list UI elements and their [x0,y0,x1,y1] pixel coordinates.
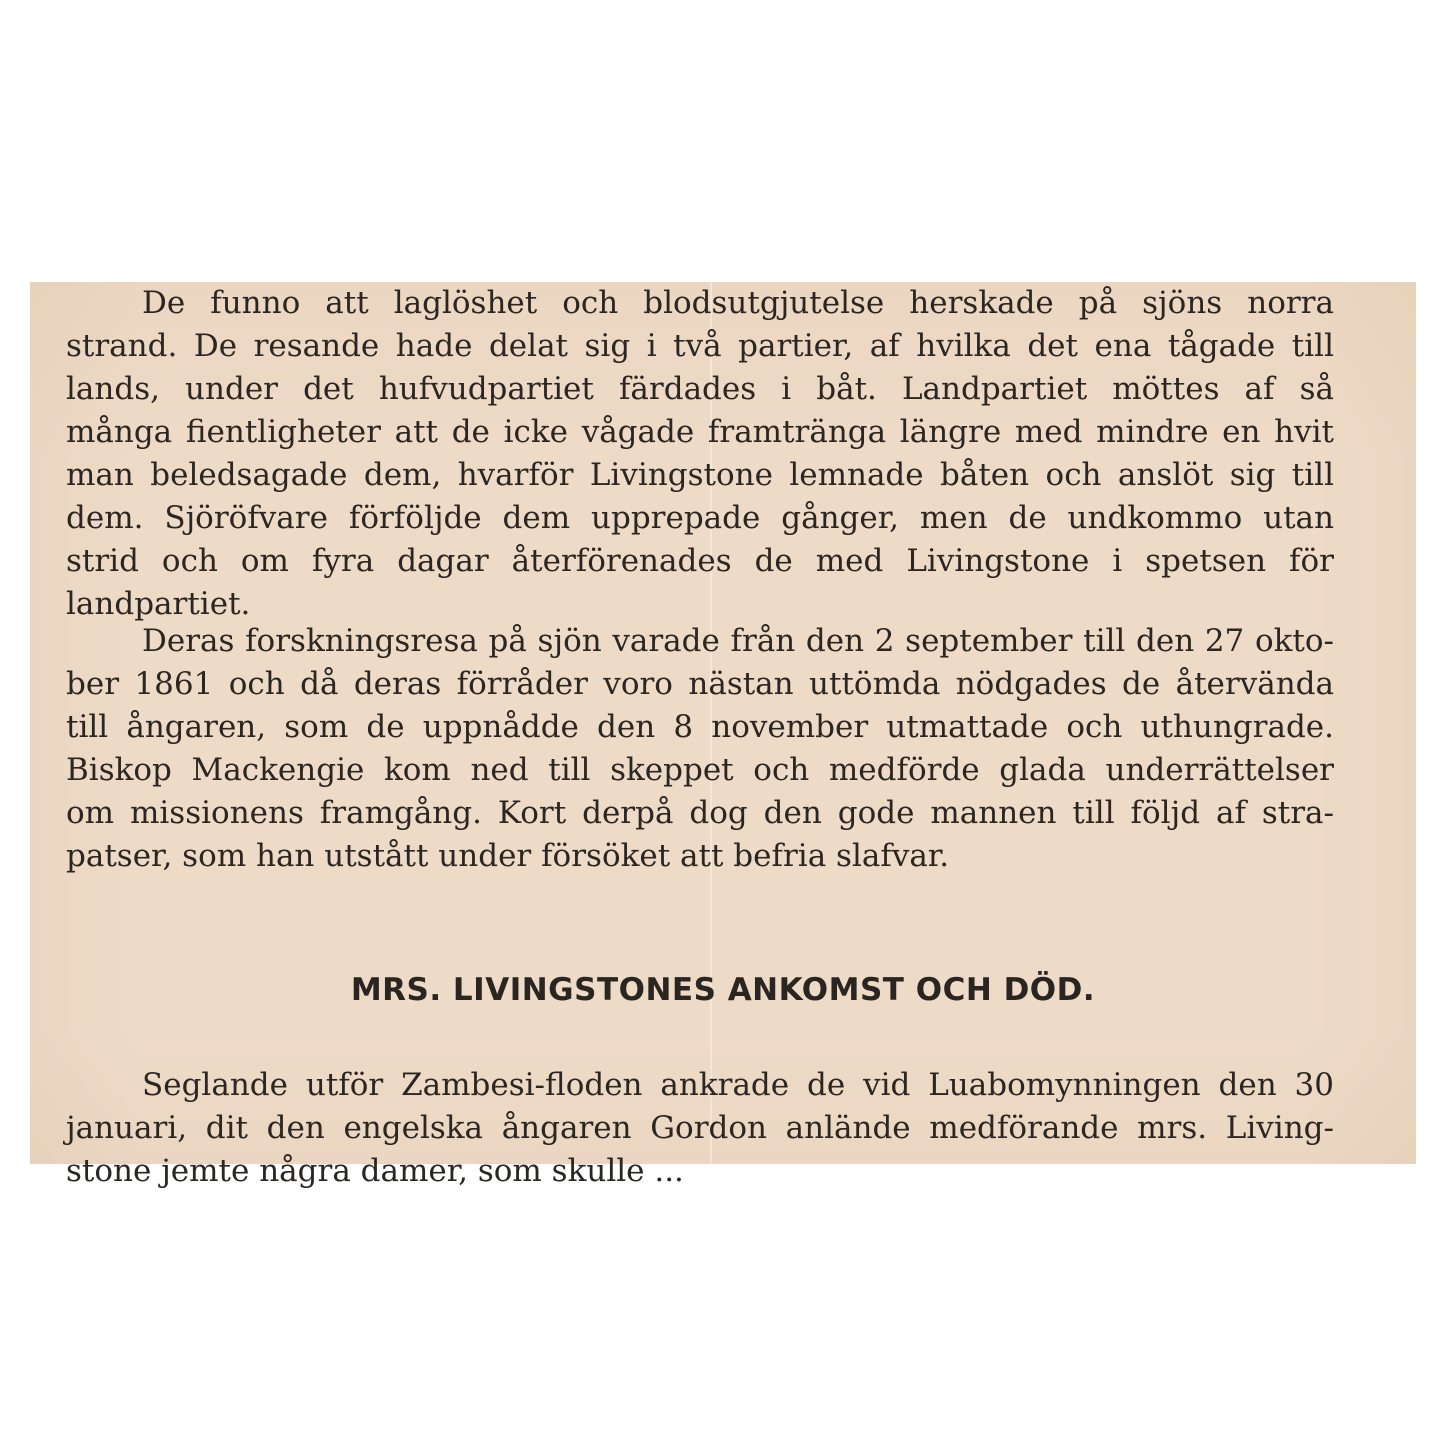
text-line: patser, som han utstått under försöket att befria slafvar. [66,838,950,874]
text-line: De funno att laglöshet och blodsutgjutelse herskade på sjöns norra [142,285,1334,321]
text-line: januari, dit den engelska ångaren Gordon anlände medförande mrs. Living- [66,1110,1334,1146]
text-line: dem. Sjöröfvare förföljde dem upprepade gånger, men de undkommo utan [66,500,1334,536]
text-line: om missionens framgång. Kort derpå dog den gode mannen till följd af stra- [66,795,1334,831]
text-line: lands, under det hufvudpartiet färdades i båt. Landpartiet möttes af så [66,371,1334,407]
text-line: man beledsagade dem, hvarför Livingstone lemnade båten och anslöt sig till [66,457,1334,493]
paragraph-1 [66,282,1334,626]
text-line: Seglande utför Zambesi-floden ankrade de vid Luabomynningen den 30 [142,1067,1334,1103]
text-line: strand. De resande hade delat sig i två partier, af hvilka det ena tågade till [66,328,1334,364]
paragraph-2 [66,620,1334,878]
section-heading: MRS. LIVINGSTONES ANKOMST OCH DÖD. [350,972,1096,1008]
scanned-page [30,282,1416,1189]
text-line: stone jemte några damer, som skulle ... [66,1153,684,1189]
text-line: till ångaren, som de uppnådde den 8 november utmattade och uthungrade. [66,709,1334,745]
text-line: landpartiet. [66,586,251,622]
text-line: ber 1861 och då deras förråder voro nästan uttömda nödgades de återvända [66,666,1334,702]
text-line: många fientligheter att de icke vågade framtränga längre med mindre en hvit [66,414,1334,450]
paragraph-3 [66,1064,1334,1193]
text-line: Deras forskningsresa på sjön varade från den 2 september till den 27 okto- [142,623,1334,659]
text-line: Biskop Mackengie kom ned till skeppet och medförde glada underrättelser [66,752,1334,788]
text-line: strid och om fyra dagar återförenades de med Livingstone i spetsen för [66,543,1334,579]
